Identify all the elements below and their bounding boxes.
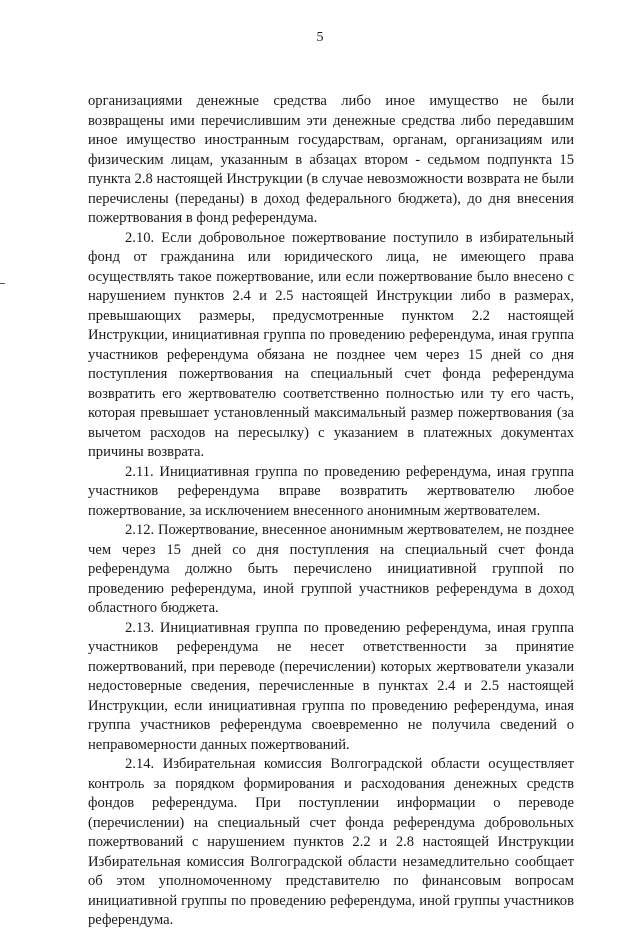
paragraph-2-13: 2.13. Инициативная группа по проведению референдума, иная группа участников референдума не несет ответственности за принятие пожертвований, при переводе (перечислении) которых жертвователи указали недостоверные сведения, перечисленные в пунктах 2.4 и 2.5 настоящей Инструкции, если инициативная группа по проведению референдума, иная группа участников референдума своевременно не получила сведений о неправомерности данных пожертвований. (88, 619, 574, 753)
paragraph-2-14: 2.14. Избирательная комиссия Волгоградской области осуществляет контроль за порядком формирования и расходования денежных средств фондов референдума. При поступлении информации о переводе (перечислении) на специальный счет фонда референдума добровольных пожертвований с нарушением пунктов 2.2 и 2.8 настоящей Инструкции Избирательная комиссия Волгоградской области незамедлительно сообщает об этом уполномоченному представителю по финансовым вопросам инициативной группы по проведению референдума, иной группы участников референдума. (88, 756, 574, 928)
paragraph-continuation: организациями денежные средства либо иное имущество не были возвращены ими перечислившим эти денежные средства либо передавшим иное имущество иностранным государствам, органам, организациям или физическим лицам, указанным в абзацах втором - седьмом подпункта 15 пункта 2.8 настоящей Инструкции (в случае невозможности возврата не были перечислены (переданы) в доход федерального бюджета), до дня внесения пожертвования в фонд референдума. (88, 93, 574, 226)
paragraph-2-12: 2.12. Пожертвование, внесенное анонимным жертвователем, не позднее чем через 15 дней со дня поступления на специальный счет фонда референдума должно быть перечислено инициативной группой по проведению референдума, иной группой участников референдума в доход областного бюджета. (88, 522, 574, 616)
page-number: 5 (316, 30, 324, 45)
paragraph-2-11: 2.11. Инициативная группа по проведению референдума, иная группа участников референдума вправе возвратить жертвователю любое пожертвование, за исключением внесенного анонимным жертвователем. (88, 463, 574, 519)
paragraph-2-10: 2.10. Если добровольное пожертвование поступило в избирательный фонд от гражданина или юридического лица, не имеющего права осуществлять такое пожертвование, или если пожертвование было внесено с нарушением пунктов 2.4 и 2.5 настоящей Инструкции либо в размерах, превышающих размеры, предусмотренные пунктом 2.2 настоящей Инструкции, инициативная группа по проведению референдума, иная группа участников референдума обязана не позднее чем через 15 дней со дня поступления пожертвования на специальный счет фонда референдума возвратить его жертвователю соответственно полностью или ту его часть, которая превышает установленный максимальный размер пожертвования (за вычетом расходов на пересылку) с указанием в платежных документах причины возврата. (88, 229, 574, 460)
document-body (88, 92, 574, 931)
margin-mark (0, 283, 5, 284)
